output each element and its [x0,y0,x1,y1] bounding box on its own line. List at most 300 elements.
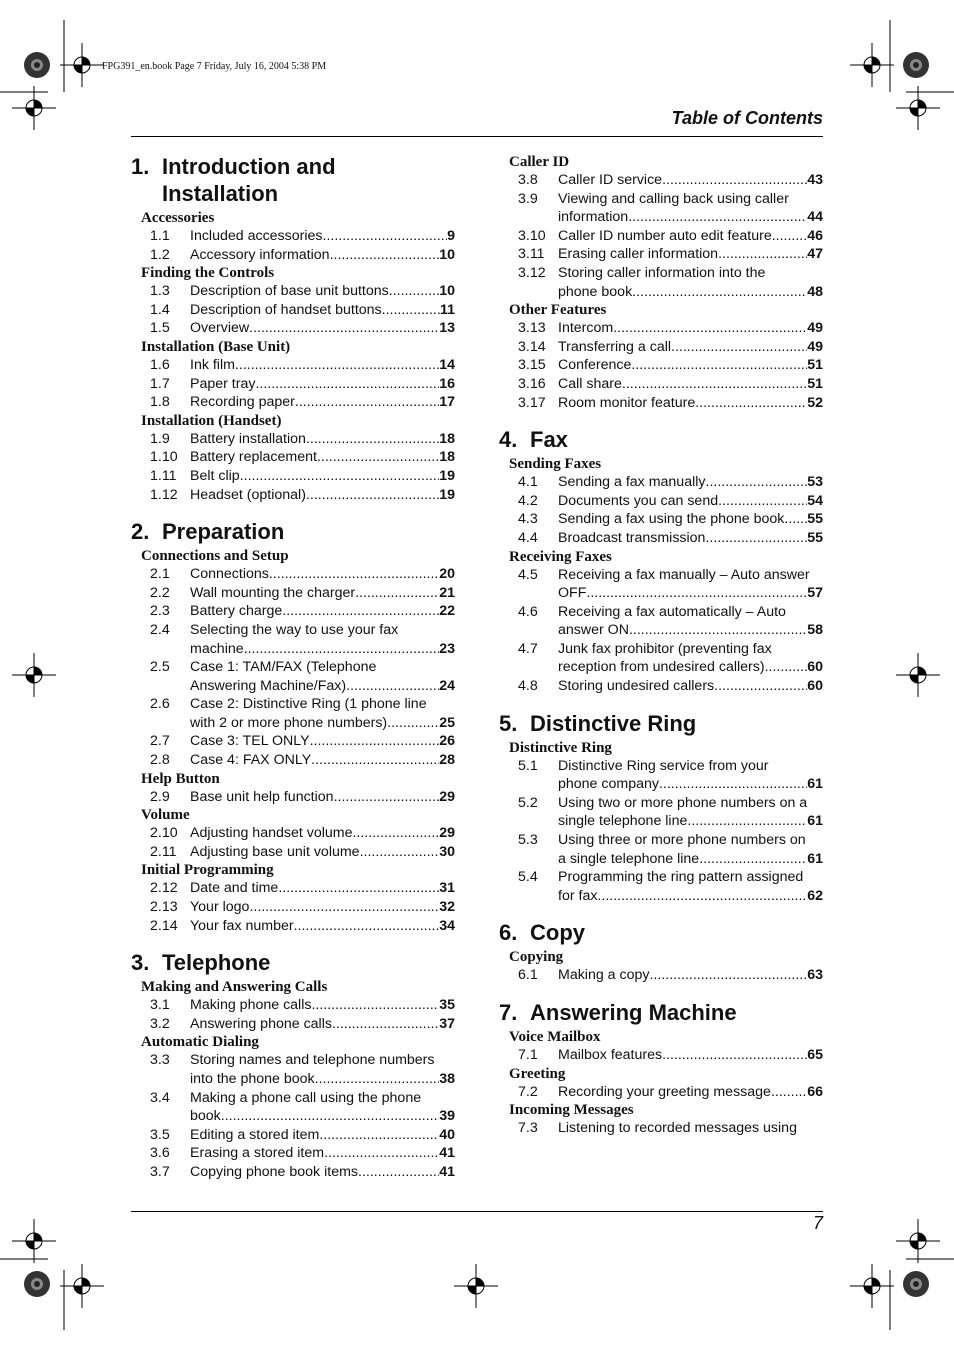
entry-text: Adjusting handset volume [190,825,353,842]
entry-text: Viewing and calling back using caller [558,190,789,207]
entry-page-number: 30 [439,843,455,860]
entry-body [190,467,455,486]
entry-text: Your logo [190,899,250,916]
entry-text: Connections [190,566,269,583]
entry-number: 2.7 [150,733,170,750]
toc-entry[interactable] [131,1015,455,1034]
entry-number: 1.6 [150,356,170,373]
toc-entry[interactable] [499,757,823,794]
toc-entry[interactable] [131,695,455,732]
entry-number: 3.8 [518,172,538,188]
entry-line [558,264,823,283]
entry-number: 3.13 [518,320,546,337]
section-heading [131,153,455,207]
section-title-line: Distinctive Ring [530,710,697,736]
entry-page-number: 62 [807,887,823,904]
section-title-line: Answering Machine [530,1000,737,1025]
toc-entry[interactable] [131,788,455,807]
entry-number: 4.2 [518,492,538,509]
entry-body [558,375,823,394]
entry-number: 4.7 [518,640,538,657]
dot-leader [221,1107,439,1126]
entry-line [558,640,823,659]
entry-line [558,603,823,622]
entry-page-number: 29 [439,788,455,805]
toc-entry[interactable] [131,824,455,843]
toc-entry[interactable] [131,467,455,486]
entry-page-number: 16 [439,375,455,392]
section-number: 5. [499,710,518,736]
entry-line [558,757,823,776]
toc-entry[interactable] [131,751,455,770]
toc-entry[interactable] [499,640,823,677]
entry-page-number: 61 [807,776,823,793]
entry-body [558,640,823,677]
entry-page-number: 9 [447,228,455,244]
subsection-heading: Other Features [509,302,607,319]
entry-text: Intercom [558,320,614,337]
toc-entry[interactable] [131,486,455,505]
dot-leader [282,602,439,621]
dot-leader [295,393,439,412]
toc-entry[interactable] [131,996,455,1015]
entry-page-number: 48 [807,283,823,300]
entry-line [190,1051,455,1070]
entry-number: 1.2 [150,246,170,263]
entry-number: 5.4 [518,869,538,886]
entry-line [558,1046,823,1065]
entry-text: Receiving a fax manually – Auto answer [558,566,810,583]
toc-entry[interactable] [499,227,823,246]
entry-text: Storing caller information into the [558,264,766,281]
entry-number: 2.1 [150,566,170,583]
entry-text: Receiving a fax automatically – Auto [558,603,786,620]
toc-entry[interactable] [499,492,823,511]
entry-number: 7.1 [518,1047,538,1063]
entry-body [190,898,455,917]
entry-number: 5.1 [518,757,538,774]
dot-leader [360,843,440,862]
entry-number: 7.3 [518,1120,538,1137]
toc-left-column [131,153,455,1182]
entry-line [558,283,823,302]
entry-page-number: 54 [807,492,823,509]
entry-page-number: 60 [807,678,823,695]
entry-body [190,282,455,301]
toc-entry[interactable] [499,356,823,375]
entry-number: 3.5 [150,1126,170,1143]
entry-page-number: 55 [807,529,823,546]
toc-entry[interactable] [499,338,823,357]
entry-number: 1.3 [150,283,170,300]
section-title-line: Preparation [162,519,285,545]
section-heading [499,919,823,946]
toc-entry[interactable] [499,794,823,831]
toc-entry[interactable] [499,1119,823,1138]
entry-line [558,1119,823,1138]
entry-text: Date and time [190,880,279,897]
dot-leader [705,529,807,548]
entry-body [190,393,455,412]
dot-leader [687,812,807,831]
toc-entry[interactable] [499,529,823,548]
entry-number: 1.11 [150,467,177,484]
entry-line [190,430,455,449]
entry-text: Battery replacement [190,449,317,466]
entry-page-number: 52 [807,394,823,411]
toc-entry[interactable] [499,603,823,640]
entry-number: 4.1 [518,474,538,491]
toc-entry[interactable] [131,1089,455,1126]
toc-entry[interactable] [499,510,823,529]
entry-line [190,1015,455,1034]
entry-page-number: 13 [439,320,455,337]
dot-leader [317,448,439,467]
dot-leader [355,584,439,603]
section-heading [131,518,455,545]
entry-number: 1.8 [150,394,170,411]
entry-text: Making a phone call using the phone [190,1089,422,1106]
entry-page-number: 26 [439,733,455,750]
entry-text: Documents you can send [558,492,719,509]
toc-entry[interactable] [499,375,823,394]
entry-line [190,1070,455,1089]
entry-body [558,868,823,905]
entry-line [190,824,455,843]
entry-page-number: 28 [439,752,455,769]
toc-entry[interactable] [499,677,823,696]
section-title-line: Introduction and [162,154,336,179]
entry-line [190,714,455,733]
dot-leader [294,917,440,936]
subsection-heading: Copying [509,949,564,966]
entry-page-number: 43 [807,172,823,188]
dot-leader [278,879,439,898]
toc-entry[interactable] [131,1051,455,1088]
entry-body [190,1144,455,1163]
entry-body [190,448,455,467]
section-title-line: Copy [530,920,585,946]
toc-entry[interactable] [131,917,455,936]
toc-entry[interactable] [499,245,823,264]
dot-leader [358,1163,439,1182]
entry-line [558,966,823,985]
dot-leader [662,1046,807,1065]
toc-entry[interactable] [499,868,823,905]
dot-leader [346,677,439,696]
entry-body [190,319,455,338]
entry-text: Room monitor feature [558,394,696,411]
entry-text: Included accessories [190,228,323,244]
entry-number: 4.4 [518,529,538,546]
section-title [530,710,696,737]
section-title-line: Installation [162,181,279,206]
entry-number: 1.10 [150,449,178,466]
entry-text: with 2 or more phone numbers) [190,714,388,731]
entry-text: Description of base unit buttons [190,283,389,300]
dot-leader [240,467,440,486]
dot-leader [330,246,440,265]
toc-entry[interactable] [499,394,823,413]
entry-number: 3.6 [150,1145,170,1162]
entry-text: Battery charge [190,603,283,620]
entry-text: Answering Machine/Fax) [190,677,347,694]
entry-line [190,246,455,265]
entry-number: 2.5 [150,659,170,676]
entry-line [190,879,455,898]
toc-entry[interactable] [499,171,823,190]
entry-line [558,775,823,794]
entry-body [190,917,455,936]
entry-number: 4.5 [518,566,538,583]
entry-line [558,887,823,906]
entry-page-number: 11 [440,301,455,318]
toc-entry[interactable] [499,190,823,227]
entry-text: Sending a fax using the phone book [558,511,785,528]
entry-number: 2.12 [150,880,178,897]
entry-body [190,1163,455,1182]
entry-text: Editing a stored item [190,1126,320,1143]
entry-line [558,812,823,831]
toc-entry[interactable] [131,732,455,751]
entry-page-number: 18 [439,449,455,466]
toc-entry[interactable] [131,584,455,603]
entry-line [190,751,455,770]
entry-page-number: 63 [807,967,823,984]
entry-text: information [558,209,629,226]
entry-body [558,245,823,264]
entry-text: Belt clip [190,467,240,484]
entry-body [558,1119,823,1138]
entry-line [190,917,455,936]
entry-line [558,677,823,696]
subsection-heading: Installation (Base Unit) [141,338,291,355]
entry-line [190,1126,455,1145]
entry-line [190,565,455,584]
toc-entry[interactable] [499,966,823,985]
entry-page-number: 19 [439,467,455,484]
entry-text: Case 3: TEL ONLY [190,733,310,750]
toc-entry[interactable] [131,375,455,394]
toc-entry[interactable] [499,473,823,492]
entry-line [558,831,823,850]
toc-entry[interactable] [499,319,823,338]
subsection-heading: Receiving Faxes [509,548,612,565]
dot-leader [244,640,440,659]
dot-leader [622,375,807,394]
entry-line [558,319,823,338]
entry-page-number: 66 [807,1083,823,1100]
entry-body [190,1051,455,1088]
entry-line [190,393,455,412]
entry-page-number: 35 [439,997,455,1014]
entry-text: Conference [558,357,632,374]
section-title [530,919,585,946]
toc-entry[interactable] [131,1163,455,1182]
entry-number: 2.2 [150,584,170,601]
entry-page-number: 41 [439,1145,455,1162]
entry-body [190,602,455,621]
entry-line [558,245,823,264]
entry-text: Headset (optional) [190,486,306,503]
entry-body [190,732,455,751]
entry-page-number: 58 [807,622,823,639]
entry-body [558,966,823,985]
entry-body [558,356,823,375]
entry-body [190,1015,455,1034]
entry-body [190,621,455,658]
section-title [530,426,568,453]
toc-entry[interactable] [499,566,823,603]
dot-leader [249,319,439,338]
entry-line [190,467,455,486]
dot-leader [389,282,439,301]
entry-body [190,843,455,862]
entry-text: Transferring a call [558,338,672,355]
entry-line [558,356,823,375]
entry-number: 3.1 [150,997,170,1014]
toc-entry[interactable] [131,430,455,449]
dot-leader [613,319,807,338]
toc-entry[interactable] [131,246,455,265]
toc-entry[interactable] [131,1126,455,1145]
entry-number: 2.6 [150,696,170,713]
subsection-heading: Incoming Messages [509,1102,634,1119]
toc-entry[interactable] [499,264,823,301]
entry-text: Junk fax prohibitor (preventing fax [558,640,772,657]
entry-page-number: 61 [807,850,823,867]
entry-number: 7.2 [518,1083,538,1100]
dot-leader [310,732,440,751]
dot-leader [649,966,807,985]
entry-page-number: 60 [807,659,823,676]
entry-body [190,430,455,449]
entry-line [190,843,455,862]
toc-entry[interactable] [131,565,455,584]
toc-entry[interactable] [131,356,455,375]
subsection-heading: Connections and Setup [141,548,289,565]
entry-page-number: 51 [807,375,823,392]
entry-body [190,1089,455,1126]
entry-text: into the phone book [190,1071,315,1087]
entry-line [558,492,823,511]
entry-body [558,473,823,492]
entry-text: book [190,1108,221,1125]
entry-body [190,565,455,584]
toc-entry[interactable] [131,319,455,338]
entry-body [558,319,823,338]
entry-text: OFF [558,585,587,602]
dot-leader [695,394,807,413]
entry-text: Ink film [190,356,235,373]
entry-text: Using three or more phone numbers on [558,832,806,849]
header-rule [131,136,823,137]
toc-entry[interactable] [499,1046,823,1065]
toc-entry[interactable] [131,227,455,246]
entry-text: Case 1: TAM/FAX (Telephone [190,659,377,676]
entry-page-number: 19 [439,486,455,503]
entry-text: Erasing a stored item [190,1145,325,1162]
entry-line [558,394,823,413]
dot-leader [784,510,807,529]
entry-page-number: 49 [807,338,823,355]
entry-text: Storing names and telephone numbers [190,1052,435,1069]
entry-text: Broadcast transmission [558,529,706,546]
toc-entry[interactable] [131,879,455,898]
entry-text: Selecting the way to use your fax [190,621,399,638]
toc-entry[interactable] [131,898,455,917]
subsection-heading: Voice Mailbox [509,1029,601,1045]
entry-page-number: 61 [807,813,823,830]
toc-entry[interactable] [131,621,455,658]
entry-number: 2.9 [150,788,170,805]
toc-entry[interactable] [131,843,455,862]
entry-page-number: 10 [439,283,455,300]
entry-body [558,794,823,831]
entry-body [190,356,455,375]
entry-text: phone book [558,283,633,300]
entry-number: 2.11 [150,843,177,860]
toc-entry[interactable] [131,1144,455,1163]
toc-entry[interactable] [499,831,823,868]
entry-body [558,492,823,511]
entry-body [190,246,455,265]
toc-entry[interactable] [131,393,455,412]
entry-page-number: 65 [807,1047,823,1063]
toc-entry[interactable] [131,301,455,320]
entry-line [558,566,823,585]
entry-text: phone company [558,776,659,793]
dot-leader [632,283,807,302]
subsection-heading: Accessories [141,210,215,226]
page-number: 7 [812,1213,823,1233]
toc-entry[interactable] [131,448,455,467]
section-number: 7. [499,1000,518,1025]
entry-text: Answering phone calls [190,1015,332,1032]
entry-line [558,171,823,190]
entry-body [558,566,823,603]
toc-entry[interactable] [499,1083,823,1102]
dot-leader [249,898,439,917]
entry-line [190,677,455,696]
entry-text: reception from undesired callers) [558,659,765,676]
toc-entry[interactable] [131,658,455,695]
entry-page-number: 10 [439,246,455,263]
entry-text: a single telephone line [558,850,700,867]
entry-page-number: 47 [807,246,823,263]
entry-page-number: 49 [807,320,823,337]
entry-text: Call share [558,375,622,392]
dot-leader [332,1015,439,1034]
dot-leader [324,1144,439,1163]
entry-text: Mailbox features [558,1047,663,1063]
section-title [162,518,284,545]
entry-body [190,584,455,603]
toc-entry[interactable] [131,602,455,621]
entry-text: for fax [558,887,598,904]
entry-page-number: 25 [439,714,455,731]
entry-line [190,898,455,917]
entry-line [558,190,823,209]
entry-line [558,473,823,492]
entry-text: Base unit help function [190,788,334,805]
page-title: Table of Contents [671,108,823,128]
dot-leader [765,658,808,677]
entry-line [558,794,823,813]
entry-number: 3.2 [150,1015,170,1032]
toc-entry[interactable] [131,282,455,301]
entry-line [190,584,455,603]
